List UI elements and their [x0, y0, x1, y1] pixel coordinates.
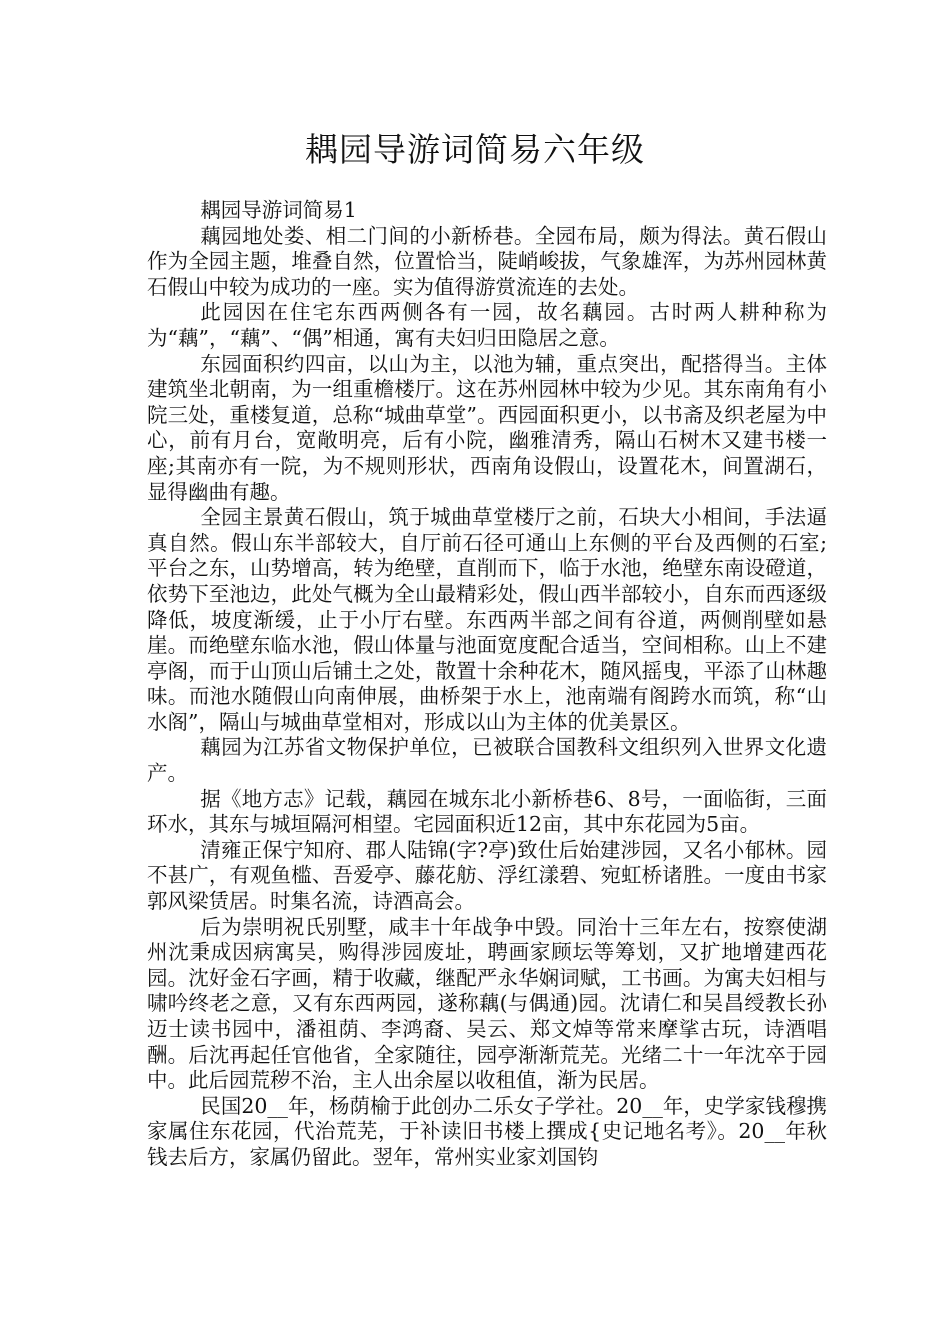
document-title: 耦园导游词简易六年级 — [305, 130, 645, 169]
paragraph: 此园因在住宅东西两侧各有一园，故名藕园。古时两人耕种称为为“藕”，“藕”、“偶”相通，寓有夫妇归田隐居之意。 — [147, 300, 827, 350]
paragraph: 藕园为江苏省文物保护单位，已被联合国教科文组织列入世界文化遗产。 — [147, 735, 827, 786]
paragraph-subtitle: 耦园导游词简易1 — [200, 198, 357, 222]
paragraph: 藕园地处娄、相二门间的小新桥巷。全园布局，颇为得法。黄石假山作为全园主题，堆叠自然，位置恰当，陡峭峻拔，气象雄浑，为苏州园林黄石假山中较为成功的一座。实为值得游赏流连的去处。 — [147, 223, 827, 299]
paragraph: 民国20__年，杨荫榆于此创办二乐女子学社。20__年，史学家钱穆携家属住东花园，代治荒芜，于补读旧书楼上撰成{史记地名考》。20__年秋钱去后方，家属仍留此。翌年，常州实业家刘国钧 — [147, 1093, 827, 1169]
paragraph: 清雍正保宁知府、郡人陆锦(字?亭)致仕后始建涉园，又名小郁林。园不甚广，有观鱼槛、吾爱亭、藤花舫、浮红漾碧、宛虹桥诸胜。一度由书家郭风梁赁居。时集名流，诗酒高会。 — [147, 837, 827, 914]
paragraph: 后为崇明祝氏别墅，咸丰十年战争中毁。同治十三年左右，按察使湖州沈秉成因病寓吴，购得涉园废址，聘画家顾坛等筹划，又扩地增建西花园。沈好金石字画，精于收藏，继配严永华娴词赋，工书画。为寓夫妇相与啸吟终老之意，又有东西两园，遂称藕(与偶通)园。沈请仁和吴昌绶教长孙迈士读书园中，潘祖荫、李鸿裔、吴云、郑文焯等常来摩挲古玩，诗酒唱酬。后沈再起任官他省，全家随往，园亭渐渐荒芜。光绪二十一年沈卒于园中。此后园荒秽不治，主人出余屋以收租值，渐为民居。 — [147, 914, 827, 1093]
document-body — [147, 198, 827, 1171]
paragraph: 据《地方志》记载，藕园在城东北小新桥巷6、8号，一面临街，三面环水，其东与城垣隔河相望。宅园面积近12亩，其中东花园为5亩。 — [147, 786, 827, 837]
paragraph: 全园主景黄石假山，筑于城曲草堂楼厅之前，石块大小相间，手法逼真自然。假山东半部较大，自厅前石径可通山上东侧的平台及西侧的石室;平台之东，山势增高，转为绝壁，直削而下，临于水池，绝壁东南设磴道，依势下至池边，此处气概为全山最精彩处，假山西半部较小，自东而西逐级降低，坡度渐缓，止于小厅右壁。东西两半部之间有谷道，两侧削壁如悬崖。而绝壁东临水池，假山体量与池面宽度配合适当，空间相称。山上不建亭阁，而于山顶山后铺土之处，散置十余种花木，随风摇曳，平添了山林趣味。而池水随假山向南伸展，曲桥架于水上，池南端有阁跨水而筑，称“山水阁”，隔山与城曲草堂相对，形成以山为主体的优美景区。 — [147, 505, 827, 734]
paragraph: 东园面积约四亩，以山为主，以池为辅，重点突出，配搭得当。主体建筑坐北朝南，为一组重檐楼厅。这在苏州园林中较为少见。其东南角有小院三处，重楼复道，总称“城曲草堂”。西园面积更小，以书斋及织老屋为中心，前有月台，宽敞明亮，后有小院，幽雅清秀，隔山石树木又建书楼一座;其南亦有一院，为不规则形状，西南角设假山，设置花木，间置湖石，显得幽曲有趣。 — [147, 351, 827, 504]
